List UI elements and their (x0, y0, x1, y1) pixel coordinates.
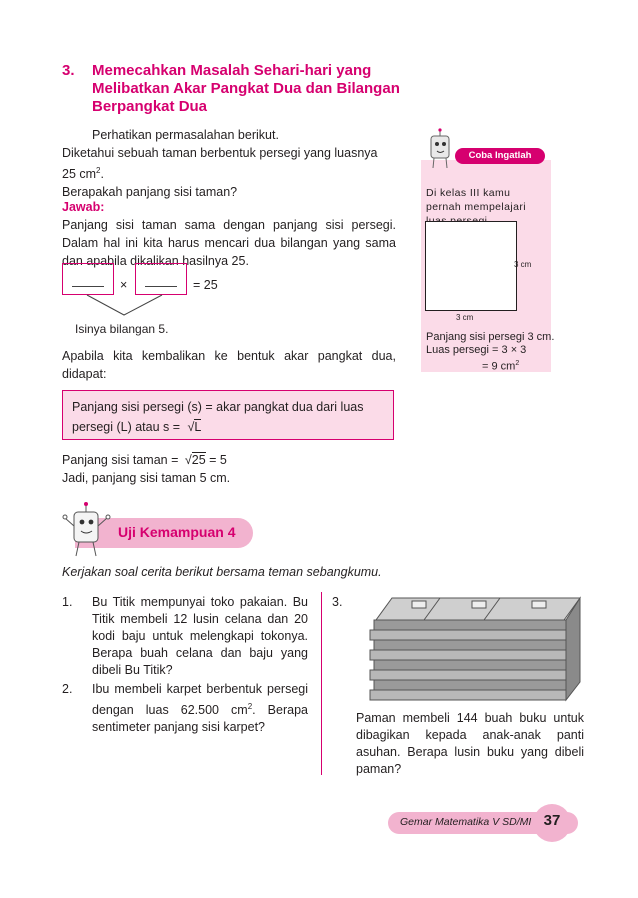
reminder-intro: Di kelas III kamu pernah mempelajari (426, 187, 526, 213)
problem-text (62, 144, 396, 201)
reminder-line2: Luas persegi = 3 × 3 (426, 344, 527, 356)
equation-result: = 25 (193, 278, 218, 292)
answer-text: Panjang sisi taman sama dengan panjang sisi persegi. Dalam hal ini kita harus mencari dua bilangan yang sama dan apabila dikalikan hasilnya 25. (62, 218, 396, 268)
question-2-number: 2. (62, 682, 73, 696)
square-bottom-label: 3 cm (456, 313, 474, 322)
blank-box-2 (135, 263, 187, 295)
intro-text: Perhatikan permasalahan berikut. (92, 128, 279, 142)
rule-radicand: L (194, 420, 202, 434)
question-2-text (92, 681, 308, 736)
problem-line1: Diketahui sebuah taman berbentuk persegi yang luasnya (62, 146, 378, 160)
question-3-number: 3. (332, 595, 343, 609)
problem-area: 25 cm (62, 167, 97, 182)
conclusion-text: Jadi, panjang sisi taman 5 cm. (62, 471, 231, 485)
result-line (62, 451, 227, 469)
reminder-line3-text: = 9 cm (482, 360, 516, 373)
robot-mascot-icon (425, 128, 455, 170)
result-suffix: = 5 (209, 453, 227, 467)
page-number: 37 (543, 812, 561, 829)
rule-line2 (72, 418, 201, 436)
reminder-line3 (482, 357, 519, 374)
sqrt-symbol: √ (187, 420, 195, 434)
column-divider (321, 592, 322, 775)
question-2-exp: 2 (247, 702, 253, 711)
square-side-label: 3 cm (514, 260, 532, 269)
hint-text: Isinya bilangan 5. (75, 322, 169, 336)
problem-area-exp: 2 (96, 166, 101, 175)
answer-label: Jawab: (62, 200, 105, 214)
rule-line1: Panjang sisi persegi (s) = akar pangkat dua dari luas (72, 400, 364, 414)
question-1-text: Bu Titik mempunyai toko pakaian. Bu Titik membeli 12 lusin celana dan 20 kodi baju untuk melengkapi tokonya. Berapa buah celana dan baju yang dibeli Bu Titik? (92, 595, 308, 677)
result-prefix: Panjang sisi taman = (62, 453, 179, 467)
result-sqrt-symbol: √ (184, 453, 192, 467)
uji-title: Uji Kemampuan 4 (118, 524, 236, 540)
question-1-number: 1. (62, 595, 73, 609)
section-title: Memecahkan Masalah Sehari-hari yang Melibatkan Akar Pangkat Dua dan Bilangan Berpangkat Dua (92, 62, 400, 115)
problem-question: Berapakah panjang sisi taman? (62, 185, 238, 200)
reminder-line1: Panjang sisi persegi 3 cm. (426, 331, 555, 343)
result-radicand: 25 (191, 453, 206, 467)
reminder-tab: Coba Ingatlah (455, 148, 545, 164)
question-2-text-b: . Berapa sentimeter panjang sisi karpet? (92, 703, 308, 735)
question-3-text: Paman membeli 144 buah buku untuk dibagikan kepada anak-anak panti asuhan. Berapa lusin buku yang dibeli paman? (356, 711, 584, 776)
times-sign: × (120, 278, 128, 292)
footer-book-title: Gemar Matematika V SD/MI (400, 816, 532, 828)
uji-instruction: Kerjakan soal cerita berikut bersama teman sebangkumu. (62, 565, 382, 579)
question-2-text-a: Ibu membeli karpet berbentuk persegi dengan luas 62.500 cm (92, 682, 308, 718)
rule-line2-text: persegi (L) atau s = (72, 420, 181, 434)
section-number: 3. (62, 62, 75, 79)
return-text: Apabila kita kembalikan ke bentuk akar pangkat dua, didapat: (62, 349, 396, 381)
robot-writing-icon (62, 500, 114, 560)
brace-connector (62, 293, 192, 323)
square-figure (425, 221, 517, 311)
problem-area-end: . (100, 167, 104, 182)
book-stack-illustration (352, 590, 584, 708)
reminder-line3-exp: 2 (515, 360, 520, 367)
blank-box-1 (62, 263, 114, 295)
